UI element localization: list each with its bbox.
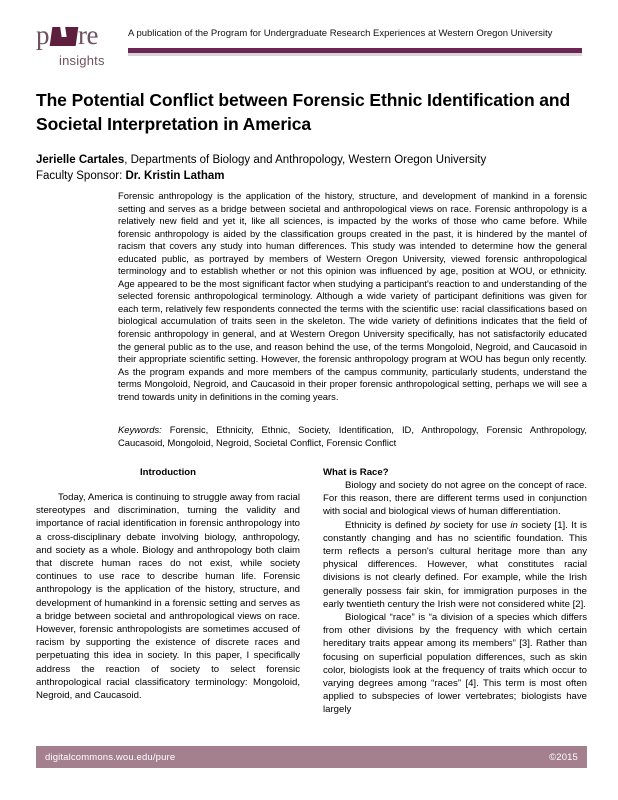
author-affiliation: , Departments of Biology and Anthropology, Western Oregon University	[124, 154, 487, 166]
pure-insights-logo	[36, 22, 114, 78]
sponsor-name: Dr. Kristin Latham	[125, 170, 225, 182]
keywords-label: Keywords:	[118, 424, 162, 435]
right-column	[323, 466, 587, 717]
paragraph-segment: society for use	[440, 519, 511, 531]
page-title: The Potential Conflict between Forensic Ethnic Identification and Societal Interpretation in America	[36, 90, 571, 134]
masthead-divider-rule	[128, 48, 582, 53]
paragraph-segment: society [1]. It is constantly changing and has no scientific foundation. This term reflects a person's cultural heritage more than any physical differences. However, what constitutes racial divisions is not clearly defined. For example, while the Irish generally possess fair skin, for immigration purposes in the early twentieth century the Irish were not considered white [2].	[323, 519, 587, 610]
paragraph-emphasis: in	[510, 519, 518, 531]
left-column	[36, 466, 300, 717]
paragraph: Today, America is continuing to struggle away from racial stereotypes and discrimination, turning the validity and importance of racial identification in forensic anthropology into a cross-disciplinary debate involving biology, anthropology, and society as a whole. Biology and anthropology both claim that discrete human races do not exist, while society continues to use race to describe human life. Forensic anthropology is the application of the history, structure, and development of humankind in a forensic setting and serves as a bridge between societal and anthropological views on race. However, forensic anthropologists are sometimes accused of racism by supporting the existence of discrete races and perpetuating this idea in society. In this paper, I specifically address the reaction of society to select forensic anthropological racial classificatory terminology: Mongoloid, Negroid, and Caucasoid.	[36, 492, 300, 702]
sponsor-label: Faculty Sponsor:	[36, 170, 126, 182]
logo-letters-re: re	[78, 20, 98, 50]
footer-copyright: ©2015	[549, 751, 578, 763]
keywords-values: Forensic, Ethnicity, Ethnic, Society, Identification, ID, Anthropology, Forensic Anthropology, Caucasoid, Mongoloid, Negroid, Societal Conflict, Forensic Conflict	[118, 424, 587, 448]
paragraph: Biology and society do not agree on the concept of race. For this reason, there are different terms used in conjunction with social and biological views of human differentiation.	[323, 480, 587, 518]
section-heading-what-is-race: What is Race?	[323, 467, 389, 478]
keywords-line	[118, 424, 587, 449]
author-block	[36, 152, 582, 184]
author-line	[36, 152, 582, 168]
paragraph-emphasis: by	[429, 519, 441, 531]
footer-bar	[36, 746, 587, 768]
publication-tagline: A publication of the Program for Undergraduate Research Experiences at Western Oregon University	[128, 28, 553, 39]
logo-letter-p: p	[36, 20, 49, 50]
logo-subtitle: insights	[59, 53, 105, 68]
sponsor-line	[36, 168, 582, 184]
footer-url[interactable]: digitalcommons.wou.edu/pure	[45, 751, 176, 763]
masthead	[36, 22, 582, 78]
author-name: Jerielle Cartales	[36, 154, 125, 166]
masthead-tagline-area	[128, 22, 582, 53]
paragraph	[323, 519, 587, 611]
body-columns	[36, 466, 587, 717]
paragraph-segment: Ethnicity is defined	[345, 519, 430, 531]
logo-wordmark	[36, 22, 114, 51]
abstract-text: Forensic anthropology is the application of the history, structure, and development of mankind in a forensic setting and serves as a bridge between societal and anthropological views on race. Forensic anthropology is a relatively new field and yet it, like all sciences, is impacted by the works of those who came before. While forensic anthropology is aided by the classification groups created in the past, it is hindered by the mantel of racism that covers any study into human differences. This study was intended to determine how the general educated public, as portrayed by members of Western Oregon University, viewed forensic anthropological terminology and to establish whether or not this opinion was influenced by age, position at WOU, or ethnicity. Age appeared to be the most significant factor when studying a participant's reaction to and understanding of the selected forensic anthropological terminology. Although a wide variety of participant definitions was given for each term, relatively few respondents connected the terms with the scientific use: racial classifications based on biological accumulation of traits seen in the skeleton. The wide variety of definitions indicates that the field of forensic anthropology in general, and at Western Oregon University specifically, has not satisfactorily educated the general public as to the use, and reason behind the use, of the terms Mongoloid, Negroid, and Caucasoid in their appropriate scientific setting. However, the forensic anthropology program at WOU has begun only recently. As the program expands and more members of the campus community, particularly students, understand the terms Mongoloid, Negroid, and Caucasoid in their proper forensic anthropological setting, perhaps we will see a trend towards unity in definitions in the coming years.	[118, 190, 587, 402]
section-heading-introduction: Introduction	[140, 467, 196, 478]
paragraph: Biological “race” is “a division of a species which differs from other divisions by the frequency with which certain hereditary traits appear among its members” [3]. Rather than focusing on superficial population differences, such as skin color, biologists look at the frequency of traits which occur to varying degrees among “races” [4]. This term is most often applied to subspecies of lower vertebrates; biologists have largely	[323, 612, 587, 716]
logo-letter-u-glyph	[50, 27, 79, 46]
